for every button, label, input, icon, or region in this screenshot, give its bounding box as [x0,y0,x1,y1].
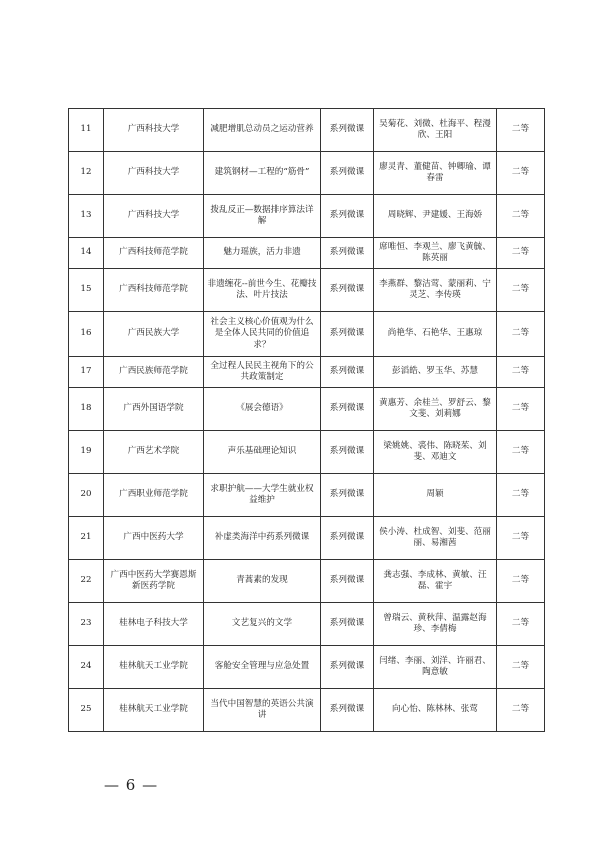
table-row [69,431,545,474]
course-type: 系列微课 [321,109,374,152]
award-level: 二等 [497,195,545,238]
course-type: 系列微课 [321,312,374,357]
course-type: 系列微课 [321,195,374,238]
team-members: 曾瑞云、黄秋萍、温露赵海珍、李倩梅 [374,603,497,646]
table-row [69,560,545,603]
table-row [69,474,545,517]
school-name: 广西中医药大学赛恩斯新医药学院 [104,560,204,603]
row-number: 18 [69,388,104,431]
school-name: 广西外国语学院 [104,388,204,431]
course-title: 减肥增肌总动员之运动营养 [204,109,321,152]
course-type: 系列微课 [321,603,374,646]
award-table [68,108,545,732]
page-number: — 6 — [104,776,159,794]
row-number: 20 [69,474,104,517]
course-type: 系列微课 [321,388,374,431]
course-title: 求职护航——大学生就业权益维护 [204,474,321,517]
course-type: 系列微课 [321,646,374,689]
award-level: 二等 [497,269,545,312]
course-title: 社会主义核心价值观为什么是全体人民共同的价值追求？ [204,312,321,357]
row-number: 15 [69,269,104,312]
award-level: 二等 [497,689,545,732]
table-row [69,646,545,689]
row-number: 16 [69,312,104,357]
school-name: 广西科技师范学院 [104,238,204,269]
school-name: 广西科技师范学院 [104,269,204,312]
table-row [69,603,545,646]
school-name: 广西民族大学 [104,312,204,357]
row-number: 11 [69,109,104,152]
course-type: 系列微课 [321,357,374,388]
table-row [69,312,545,357]
team-members: 席唯恒、李观兰、廖飞黄毓、陈英丽 [374,238,497,269]
team-members: 周颖 [374,474,497,517]
team-members: 李燕群、黎洁莺、蒙丽莉、宁灵芝、李传瑛 [374,269,497,312]
course-title: 文艺复兴的文学 [204,603,321,646]
course-title: 全过程人民民主视角下的公共政策制定 [204,357,321,388]
team-members: 梁姚姚、裘伟、陈晓茱、刘斐、邓迪文 [374,431,497,474]
school-name: 桂林航天工业学院 [104,689,204,732]
team-members: 尚艳华、石艳华、王惠琼 [374,312,497,357]
table-row [69,152,545,195]
table-row [69,238,545,269]
team-members: 廖灵青、董健苗、钟卿瑜、谭春雷 [374,152,497,195]
course-title: 补虚类海洋中药系列微课 [204,517,321,560]
award-level: 二等 [497,474,545,517]
school-name: 广西科技大学 [104,109,204,152]
award-level: 二等 [497,109,545,152]
row-number: 17 [69,357,104,388]
award-level: 二等 [497,517,545,560]
team-members: 周晓辉、尹建媛、王海娇 [374,195,497,238]
school-name: 广西科技大学 [104,152,204,195]
course-type: 系列微课 [321,689,374,732]
school-name: 广西科技大学 [104,195,204,238]
team-members: 吴菊花、刘微、杜海平、程漫欣、王阳 [374,109,497,152]
course-title: 魅力瑶族，活力非遗 [204,238,321,269]
row-number: 22 [69,560,104,603]
team-members: 彭滔皓、罗玉华、苏慧 [374,357,497,388]
course-title: 当代中国智慧的英语公共演讲 [204,689,321,732]
row-number: 25 [69,689,104,732]
table-row [69,357,545,388]
school-name: 广西职业师范学院 [104,474,204,517]
school-name: 桂林航天工业学院 [104,646,204,689]
row-number: 24 [69,646,104,689]
course-type: 系列微课 [321,269,374,312]
award-level: 二等 [497,431,545,474]
team-members: 向心怡、陈林林、张莺 [374,689,497,732]
course-type: 系列微课 [321,431,374,474]
award-level: 二等 [497,646,545,689]
award-level: 二等 [497,238,545,269]
table-row [69,195,545,238]
award-level: 二等 [497,603,545,646]
team-members: 闫绪、李丽、刘洋、许丽君、陶意敏 [374,646,497,689]
course-title: 青蒿素的发现 [204,560,321,603]
course-type: 系列微课 [321,152,374,195]
row-number: 23 [69,603,104,646]
course-title: 声乐基础理论知识 [204,431,321,474]
row-number: 13 [69,195,104,238]
table-row [69,109,545,152]
team-members: 侯小涛、杜成智、刘斐、范丽丽、易湘茜 [374,517,497,560]
course-title: 非遗缠花--前世今生、花瓣技法、叶片技法 [204,269,321,312]
table-row [69,388,545,431]
school-name: 桂林电子科技大学 [104,603,204,646]
row-number: 21 [69,517,104,560]
course-title: 建筑钢材—工程的“筋骨” [204,152,321,195]
team-members: 黄惠芳、余桂兰、罗舒云、黎文斐、刘莉娜 [374,388,497,431]
course-type: 系列微课 [321,474,374,517]
course-title: 客舱安全管理与应急处置 [204,646,321,689]
course-title: 拨乱反正—数据排序算法详解 [204,195,321,238]
table-row [69,269,545,312]
course-type: 系列微课 [321,238,374,269]
school-name: 广西民族师范学院 [104,357,204,388]
school-name: 广西中医药大学 [104,517,204,560]
course-type: 系列微课 [321,560,374,603]
award-level: 二等 [497,357,545,388]
row-number: 14 [69,238,104,269]
team-members: 龚志强、李成林、黄敏、汪磊、霍宇 [374,560,497,603]
award-level: 二等 [497,152,545,195]
course-type: 系列微课 [321,517,374,560]
award-level: 二等 [497,560,545,603]
award-level: 二等 [497,312,545,357]
row-number: 19 [69,431,104,474]
school-name: 广西艺术学院 [104,431,204,474]
course-title: 《展会德语》 [204,388,321,431]
row-number: 12 [69,152,104,195]
table-row [69,517,545,560]
table-row [69,689,545,732]
award-level: 二等 [497,388,545,431]
